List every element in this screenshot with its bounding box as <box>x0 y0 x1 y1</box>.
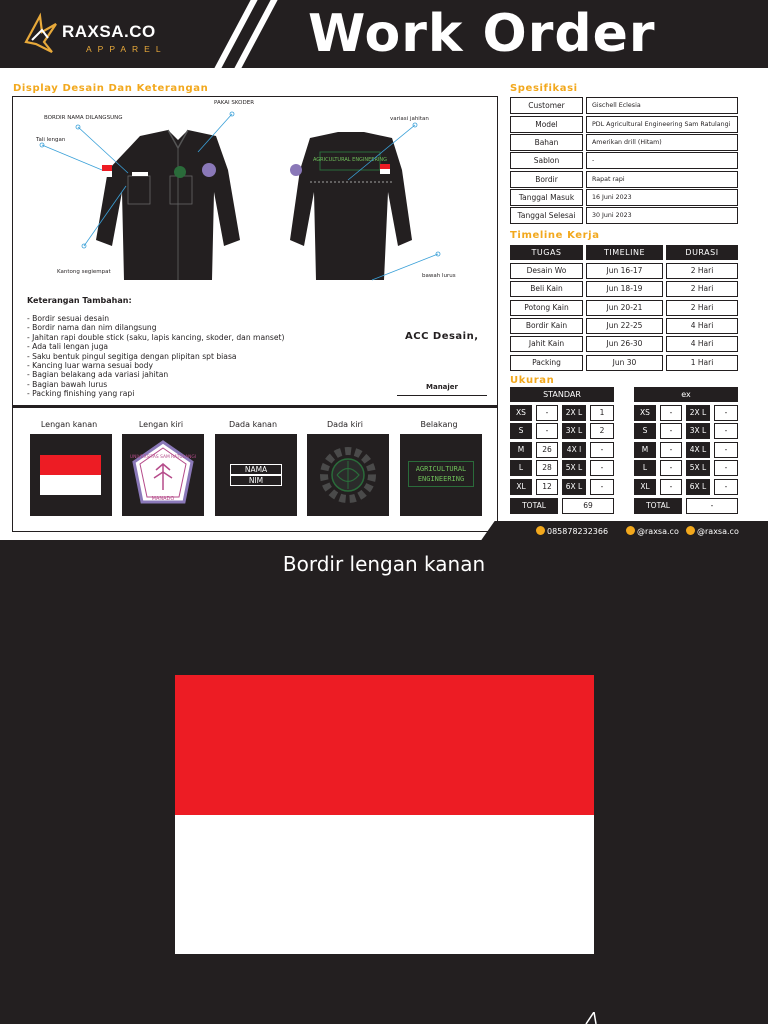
timeline-date: Jun 30 <box>586 355 663 371</box>
contact-facebook <box>686 526 739 536</box>
university-badge <box>122 434 204 516</box>
spec-key: Customer <box>510 97 583 114</box>
badge-bottom-text: MANADO <box>151 496 175 502</box>
size-label: M <box>510 442 532 458</box>
size-label: XL <box>634 479 656 495</box>
size-qty: - <box>714 442 738 458</box>
timeline-duration: 4 Hari <box>666 336 738 352</box>
timeline-header-durasi: DURASI <box>666 245 738 260</box>
size-label: 2X L <box>686 405 710 421</box>
size-total-value: - <box>686 498 738 514</box>
spec-value: Gischell Eclesia <box>586 97 738 114</box>
size-label: L <box>510 460 532 476</box>
size-qty: - <box>714 405 738 421</box>
spec-value: Amerikan drill (Hitam) <box>586 134 738 151</box>
spec-value: - <box>586 152 738 169</box>
brand-logo-icon <box>22 12 62 56</box>
sizes-standard-header: STANDAR <box>510 387 614 402</box>
size-label: 3X L <box>562 423 586 439</box>
swatch-label-belakang: Belakang <box>420 420 458 429</box>
size-qty: - <box>660 405 682 421</box>
notes-list <box>27 314 285 399</box>
instagram-icon <box>626 526 635 535</box>
timeline-duration: 4 Hari <box>666 318 738 334</box>
spec-value: 16 Juni 2023 <box>586 189 738 206</box>
timeline-duration: 2 Hari <box>666 263 738 279</box>
swatch-dada-kiri <box>307 434 389 516</box>
brand-corner-icon <box>580 1012 610 1024</box>
timeline-date: Jun 26-30 <box>586 336 663 352</box>
timeline-date: Jun 20-21 <box>586 300 663 316</box>
note-item: - Saku bentuk pingul segitiga dengan plipitan spt biasa <box>27 351 237 361</box>
size-qty: - <box>590 442 614 458</box>
contact-instagram <box>626 526 679 536</box>
facebook-icon <box>686 526 695 535</box>
detail-section-title: Bordir lengan kanan <box>282 552 486 576</box>
timeline-date: Jun 18-19 <box>586 281 663 297</box>
shirt-front <box>96 130 240 280</box>
size-label: S <box>510 423 532 439</box>
note-item: - Bordir nama dan nim dilangsung <box>27 323 157 333</box>
size-qty: - <box>590 479 614 495</box>
spec-key: Sablon <box>510 152 583 169</box>
spec-key: Tanggal Selesai <box>510 207 583 224</box>
flag-white-band <box>175 815 594 955</box>
note-item: - Ada tali lengan juga <box>27 342 109 352</box>
size-label: XL <box>510 479 532 495</box>
name-tag: NAMA <box>230 464 282 475</box>
spec-key: Tanggal Masuk <box>510 189 583 206</box>
size-qty: - <box>536 405 558 421</box>
timeline-duration: 2 Hari <box>666 300 738 316</box>
spec-key: Model <box>510 116 583 133</box>
spec-value: PDL Agricultural Engineering Sam Ratulangi <box>586 116 738 133</box>
timeline-section-label: Timeline Kerja <box>510 230 600 241</box>
size-qty: - <box>660 442 682 458</box>
flag-white <box>40 475 101 495</box>
size-qty: 12 <box>536 479 558 495</box>
size-qty: - <box>714 479 738 495</box>
facebook-handle: @raxsa.co <box>697 527 739 536</box>
size-label: S <box>634 423 656 439</box>
size-qty: - <box>660 460 682 476</box>
brand-logo <box>22 12 192 56</box>
size-label: 2X L <box>562 405 586 421</box>
size-label: XS <box>634 405 656 421</box>
note-item: - Kancing luar warna sesuai body <box>27 361 153 371</box>
page-title: Work Order <box>308 4 656 64</box>
size-total-label: TOTAL <box>634 498 682 514</box>
size-label: 5X L <box>686 460 710 476</box>
flag-red-band <box>175 675 594 815</box>
design-section-label: Display Desain Dan Keterangan <box>13 83 209 94</box>
size-qty: - <box>660 423 682 439</box>
size-label: 6X L <box>686 479 710 495</box>
timeline-date: Jun 16-17 <box>586 263 663 279</box>
size-qty: 28 <box>536 460 558 476</box>
indonesia-flag-large <box>175 675 594 954</box>
back-patch <box>408 461 474 487</box>
header <box>0 0 768 68</box>
spec-value: Rapat rapi <box>586 171 738 188</box>
size-label: L <box>634 460 656 476</box>
spec-value: 30 Juni 2023 <box>586 207 738 224</box>
size-label: 4X L <box>686 442 710 458</box>
size-qty: - <box>714 423 738 439</box>
timeline-duration: 1 Hari <box>666 355 738 371</box>
note-item: - Jahitan rapi double stick (saku, lapis kancing, skoder, dan manset) <box>27 332 285 342</box>
size-label: M <box>634 442 656 458</box>
swatch-label-dada-kiri: Dada kiri <box>327 420 363 429</box>
size-qty: - <box>660 479 682 495</box>
back-patch-line-1: AGRICULTURAL <box>415 465 467 473</box>
badge-top-text: UNIVERSITAS SAM RATULANGI <box>129 455 197 460</box>
size-qty: 26 <box>536 442 558 458</box>
size-qty: - <box>714 460 738 476</box>
gear-emblem-icon <box>307 434 389 516</box>
notes-title: Keterangan Tambahan: <box>27 296 132 305</box>
flag-red <box>40 455 101 475</box>
signature-line <box>397 395 487 396</box>
brand-subtitle: APPAREL <box>86 44 167 54</box>
timeline-date: Jun 22-25 <box>586 318 663 334</box>
size-label: 5X L <box>562 460 586 476</box>
callout-bordir-nama: BORDIR NAMA DILANGSUNG <box>44 115 123 121</box>
instagram-handle: @raxsa.co <box>637 527 679 536</box>
size-total-value: 69 <box>562 498 614 514</box>
timeline-duration: 2 Hari <box>666 281 738 297</box>
note-item: - Packing finishing yang rapi <box>27 389 135 399</box>
timeline-task: Bordir Kain <box>510 318 583 334</box>
shirt-back <box>290 132 412 280</box>
callout-variasi: variasi jahitan <box>390 116 429 122</box>
callout-pakai-skoder: PAKAI SKODER <box>214 100 255 106</box>
timeline-task: Beli Kain <box>510 281 583 297</box>
swatch-label-dada-kanan: Dada kanan <box>228 420 278 429</box>
sizes-section-label: Ukuran <box>510 375 555 386</box>
phone-number: 085878232366 <box>547 527 609 536</box>
nim-tag: NIM <box>230 475 282 486</box>
swatch-lengan-kiri <box>122 434 204 516</box>
spec-section-label: Spesifikasi <box>510 83 578 94</box>
timeline-task: Potong Kain <box>510 300 583 316</box>
note-item: - Bagian bawah lurus <box>27 379 108 389</box>
timeline-header-timeline: TIMELINE <box>586 245 663 260</box>
brand-name: RAXSA.CO <box>62 22 156 41</box>
timeline-task: Packing <box>510 355 583 371</box>
size-qty: 2 <box>590 423 614 439</box>
swatch-label-lengan-kiri: Lengan kiri <box>138 420 184 429</box>
timeline-task: Desain Wo <box>510 263 583 279</box>
swatch-dada-kanan <box>215 434 297 516</box>
size-qty: 1 <box>590 405 614 421</box>
size-total-label: TOTAL <box>510 498 558 514</box>
size-label: 6X L <box>562 479 586 495</box>
sizes-ex-header: ex <box>634 387 738 402</box>
whatsapp-icon <box>536 526 545 535</box>
size-label: 3X L <box>686 423 710 439</box>
back-patch-line-2: ENGINEERING <box>417 475 465 483</box>
size-label: XS <box>510 405 532 421</box>
note-item: - Bagian belakang ada variasi jahitan <box>27 370 169 380</box>
callout-bawah: bawah lurus <box>422 273 456 279</box>
note-item: - Bordir sesuai desain <box>27 314 110 323</box>
callout-tali-lengan: Tali lengan <box>36 137 66 143</box>
timeline-header-tugas: TUGAS <box>510 245 583 260</box>
contact-phone <box>536 526 608 536</box>
size-label: 4X l <box>562 442 586 458</box>
swatch-belakang <box>400 434 482 516</box>
spec-key: Bordir <box>510 171 583 188</box>
swatch-lengan-kanan <box>30 434 112 516</box>
size-qty: - <box>590 460 614 476</box>
size-qty: - <box>536 423 558 439</box>
manager-label: Manajer <box>426 383 458 391</box>
shirt-design-illustration <box>20 100 470 290</box>
swatch-label-lengan-kanan: Lengan kanan <box>40 420 98 429</box>
back-patch-text: AGRICULTURAL ENGINEERING <box>312 157 388 163</box>
acc-design-label: ACC Desain, <box>405 331 479 342</box>
spec-key: Bahan <box>510 134 583 151</box>
timeline-task: Jahit Kain <box>510 336 583 352</box>
callout-kantong: Kantong segiempat <box>57 269 111 275</box>
